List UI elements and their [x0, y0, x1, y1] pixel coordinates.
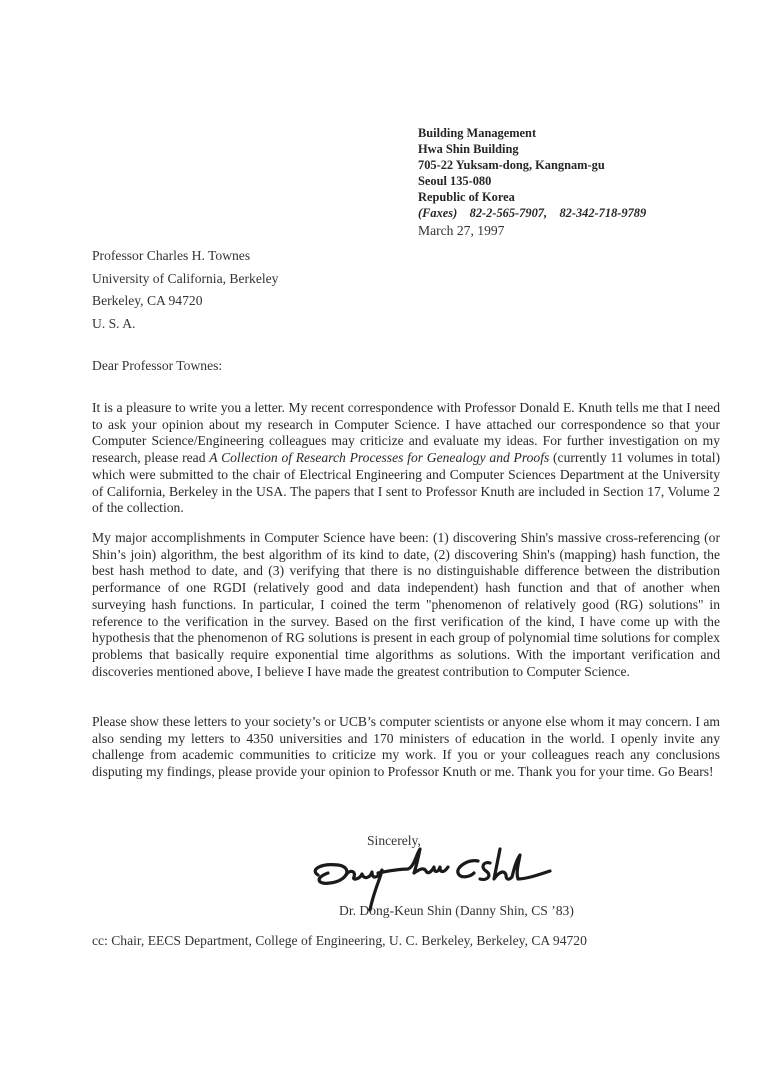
recipient-line: Berkeley, CA 94720 [92, 293, 203, 308]
recipient-line: Professor Charles H. Townes [92, 248, 251, 263]
letterhead-line: Seoul 135-080 [418, 174, 492, 188]
letterhead-line: Republic of Korea [418, 190, 515, 204]
letterhead-address [418, 125, 646, 221]
body-paragraph-3: Please show these letters to your society’s or UCB’s computer scientists or anyone else whom it may concern. I am also sending my letters to 4350 universities and 170 ministers of education in the world. I openly invite any challenge from academic communities to criticize my work. If you or your colleagues reach any conclusions disputing my findings, please provide your opinion to Professor Knuth or me. Thank you for your time. Go Bears! [92, 714, 720, 780]
closing: Sincerely, [367, 833, 421, 848]
letterhead-line: Hwa Shin Building [418, 142, 519, 156]
signer-name: Dr. Dong-Keun Shin (Danny Shin, CS ’83) [339, 903, 574, 918]
cc-line: cc: Chair, EECS Department, College of Engineering, U. C. Berkeley, Berkeley, CA 94720 [92, 933, 587, 948]
book-title: A Collection of Research Processes for Genealogy and Proofs [209, 450, 550, 466]
letterhead-line: 705-22 Yuksam-dong, Kangnam-gu [418, 158, 605, 172]
fax-numbers: 82-2-565-7907, 82-342-718-9789 [469, 206, 647, 220]
recipient-address [92, 245, 278, 335]
letterhead-line: Building Management [418, 126, 537, 140]
recipient-line: U. S. A. [92, 315, 136, 331]
body-paragraph-2: My major accomplishments in Computer Science have been: (1) discovering Shin's massive cross-referencing (or Shin’s join) algorithm, the best algorithm of its kind to date, (2) discovering Shin's (mapping) hash function, the best hash method to date, and (3) verifying that there is no distinguishable difference between the distribution performance of one RGDI (relatively good and data independent) hash function and that of another when surveying hash functions. In particular, I coined the term "phenomenon of relatively good (RG) solutions" in reference to the verification in the survey. Based on the first verification of the kind, I have come up with the hypothesis that the phenomenon of RG solutions is present in each group of polynomial time solutions for complex problems that basically require exponential time algorithms as solutions. With the important verification and discoveries mentioned above, I believe I have made the greatest contribution to Computer Science. [92, 530, 720, 679]
paragraph-text: (currently 11 volumes in total) which were submitted to the chair of Electrical Engineering and Computer Sciences Department at the University of California, Berkeley in the USA. The papers that I sent to Professor Knuth are included in Section 17, Volume 2 of the collection. [92, 450, 720, 516]
letter-date: March 27, 1997 [418, 223, 505, 238]
body-paragraph-1 [92, 400, 720, 517]
recipient-line: University of California, Berkeley [92, 270, 279, 286]
fax-line [418, 205, 646, 221]
salutation: Dear Professor Townes: [92, 358, 223, 373]
paragraph-text: It is a pleasure to write you a letter. My recent correspondence with Professor Donald E. Knuth tells me that I need to ask your opinion about my research in Computer Science. I have attached our correspondence so that your Computer Science/Engineering colleagues may criticize and evaluate my ideas. For further investigation on my research, please read [92, 400, 720, 466]
fax-label: (Faxes) [418, 206, 458, 220]
